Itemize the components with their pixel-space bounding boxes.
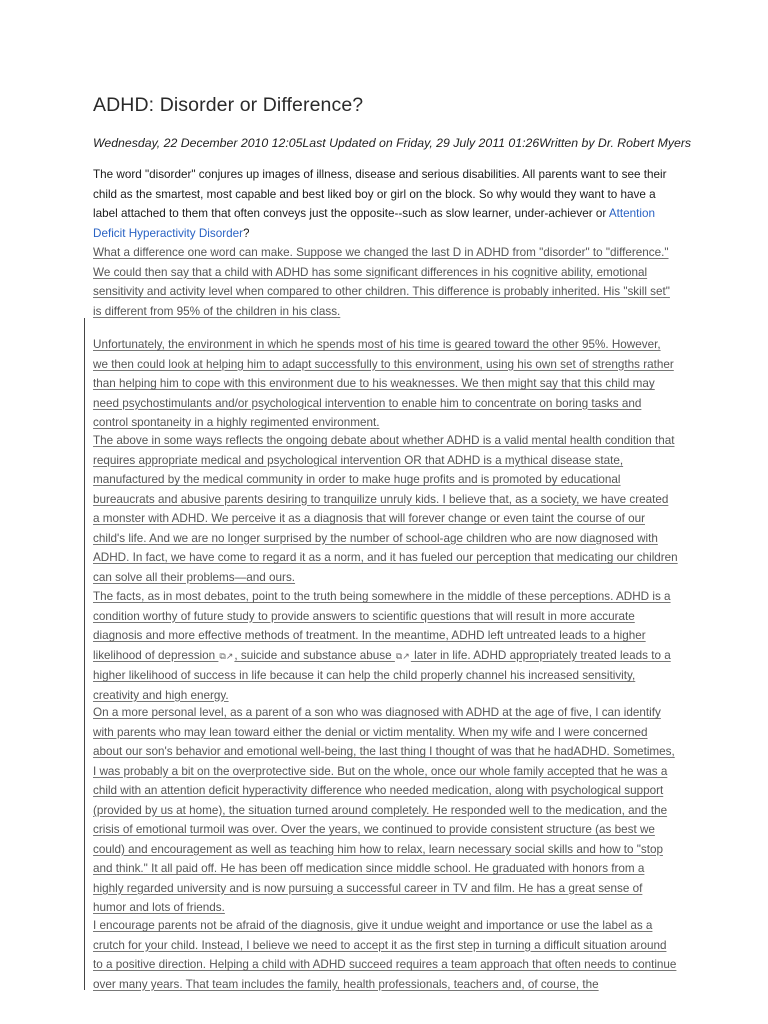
article-meta: Wednesday, 22 December 2010 12:05Last Updated on Friday, 29 July 2011 01:26Written by Dr. Robert Myers (93, 136, 692, 150)
quote-bar (84, 318, 85, 990)
paragraph-debate: The above in some ways reflects the ongoing debate about whether ADHD is a valid mental health condition that requires appropriate medical and psychological intervention OR that ADHD is a mythical disease state, manufactured by the medical community in order to make huge profits and is promoted by educational bureaucrats and abusive parents desiring to tranquilize unruly kids. I believe that, as a society, we have created a monster with ADHD. We perceive it as a diagnosis that will forever change or even taint the course of our child's life. And we are no longer surprised by the number of school-age children who are now diagnosed with ADHD. In fact, we have come to regard it as a norm, and it has fueled our perception that medicating our children can solve all their problems—and ours. (93, 434, 678, 584)
external-link-icon[interactable]: ⧉↗ (395, 650, 410, 661)
intro-end: ? (243, 226, 250, 240)
facts-text-c: later in life. ADHD appropriately treated leads to a higher likelihood of success in life because it can help the child properly channel his increased sensitivity, creativity and high energy. (93, 648, 671, 702)
facts-text-a: The facts, as in most debates, point to the truth being somewhere in the middle of these perceptions. ADHD is a condition worthy of future study to provide answers to scientific questions that will result in more accurate diagnosis and more effective methods of treatment. In the meantime, ADHD left untreated leads to a higher likelihood of depression (93, 590, 671, 662)
paragraph-environment: Unfortunately, the environment in which he spends most of his time is geared toward the other 95%. However, we then could look at helping him to adapt successfully to this environment, using his own set of strengths rather than helping him to cope with this environment due to his weaknesses. We then might say that this child may need psychostimulants and/or psychological intervention to enable him to concentrate on boring tasks and control spontaneity in a highly regimented environment. (93, 338, 674, 429)
paragraph-facts (93, 587, 678, 705)
article-title: ADHD: Disorder or Difference? (93, 94, 364, 116)
adhd-link[interactable]: Attention Deficit Hyperactivity Disorder (93, 207, 655, 240)
paragraph-difference: What a difference one word can make. Suppose we changed the last D in ADHD from "disorder" to "difference." We could then say that a child with ADHD has some significant differences in his cognitive ability, emotional sensitivity and activity level when compared to other children. This difference is probably inherited. His "skill set" is different from 95% of the children in his class. (93, 246, 670, 318)
paragraph-encourage: I encourage parents not be afraid of the diagnosis, give it undue weight and importance or use the label as a crutch for your child. Instead, I believe we need to accept it as the first step in turning a difficult situation around to a positive direction. Helping a child with ADHD succeed requires a team approach that often needs to continue over many years. That team includes the family, health professionals, teachers and, of course, the (93, 919, 677, 991)
paragraph-personal: On a more personal level, as a parent of a son who was diagnosed with ADHD at the age of five, I can identify with parents who may lean toward either the denial or victim mentality. When my wife and I were concerned about our son's behavior and emotional well-being, the last thing I thought of was that he hadADHD. Sometimes, I was probably a bit on the overprotective side. But on the whole, once our whole family accepted that he was a child with an attention deficit hyperactivity difference who needed medication, along with psychological support (provided by us at home), the situation turned around completely. He responded well to the medication, and the crisis of emotional turmoil was over. Over the years, we continued to provide consistent structure (as best we could) and encouragement as well as teaching him how to relax, learn necessary social skills and how to "stop and think." It all paid off. He has been off medication since middle school. He graduated with honors from a highly regarded university and is now pursuing a successful career in TV and film. He has a great sense of humor and lots of friends. (93, 706, 675, 914)
facts-text-b: , suicide and substance abuse (234, 648, 395, 662)
intro-text: The word "disorder" conjures up images of illness, disease and serious disabilities. All parents want to see their child as the smartest, most capable and best liked boy or girl on the block. So why would they want to have a label attached to them that often conveys just the opposite--such as slow learner, under-achiever or (93, 168, 667, 220)
external-link-icon[interactable]: ⧉↗ (219, 650, 234, 661)
intro-paragraph (93, 165, 678, 243)
